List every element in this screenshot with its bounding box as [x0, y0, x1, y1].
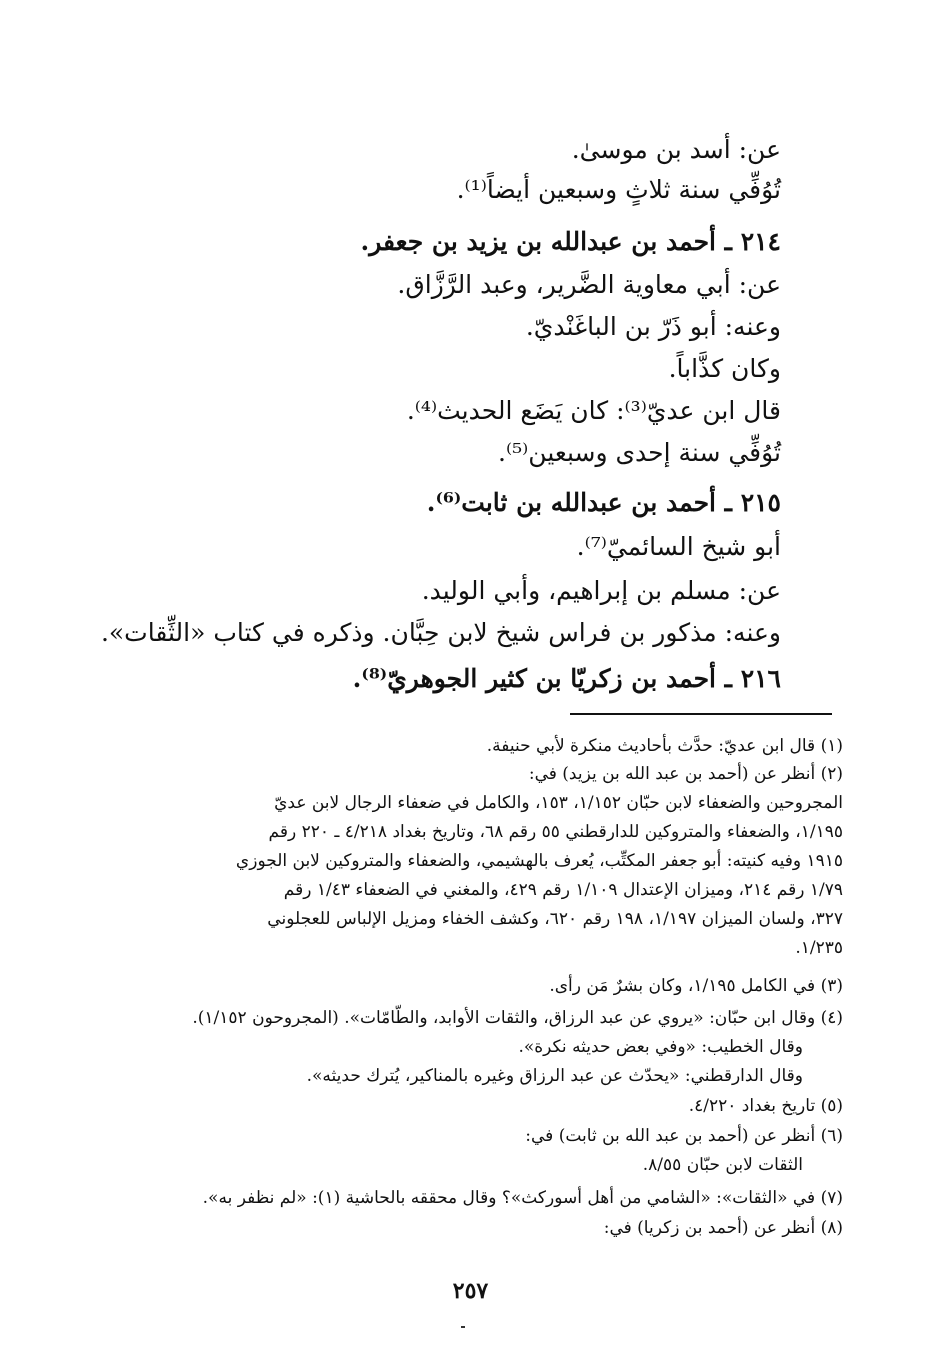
- main-line: أبو شيخ السائميّ⁽⁷⁾.: [576, 532, 781, 561]
- entry-heading: ٢١٦ ـ أحمد بن زكريّا بن كثير الجوهريّ⁽⁸⁾.: [352, 664, 781, 693]
- main-line: وعنه: أبو ذَرّ بن الباغَنْديّ.: [525, 312, 781, 341]
- main-line: قال ابن عديّ⁽³⁾: كان يَضَع الحديث⁽⁴⁾.: [406, 396, 781, 425]
- page-dot: [461, 1326, 465, 1328]
- footnote-line: (٨) أنظر عن (أحمد بن زكريا) في:: [603, 1218, 843, 1238]
- footnote-line: (١) قال ابن عديّ: حدَّث بأحاديث منكرة لأبي حنيفة.: [486, 736, 843, 756]
- footnote-line: (٣) في الكامل ١/١٩٥، وكان بشرٌ مَن رأى.: [549, 976, 843, 996]
- main-line: عن: أبي معاوية الضَّرير، وعبد الرَّزَّاق.: [397, 270, 781, 299]
- main-line: عن: مسلم بن إبراهيم، وأبي الوليد.: [421, 576, 781, 605]
- footnote-line: وقال الدارقطني: «يحدّث عن عبد الرزاق وغيره بالمناكير، يُترك حديثه».: [306, 1066, 803, 1086]
- main-line: عن: أسد بن موسىٰ.: [571, 135, 781, 164]
- entry-heading: ٢١٥ ـ أحمد بن عبدالله بن ثابت⁽⁶⁾.: [426, 488, 781, 517]
- footnote-line: ١/٢٣٥.: [795, 938, 843, 958]
- footnote-line: وقال الخطيب: «وفي بعض حديثه نكرة».: [518, 1037, 803, 1057]
- main-line: تُوُفِّي سنة إحدى وسبعين⁽⁵⁾.: [498, 438, 781, 467]
- footnote-line: الثقات لابن حبّان ٨/٥٥.: [642, 1155, 803, 1175]
- footnote-line: (٦) أنظر عن (أحمد بن عبد الله بن ثابت) في:: [525, 1126, 843, 1146]
- footnote-line: ١/٧٩ رقم ٢١٤، وميزان الإعتدال ١/١٠٩ رقم ٤٢٩، والمغني في الضعفاء ١/٤٣ رقم: [283, 880, 843, 900]
- entry-heading: ٢١٤ ـ أحمد بن عبدالله بن يزيد بن جعفر.: [360, 227, 781, 256]
- main-line: وكان كذَّاباً.: [668, 354, 781, 383]
- footnote-line: (٤) وقال ابن حبّان: «يروي عن عبد الرزاق، والثقات الأوابد، والطّامّات». (المجروحون ١/١٥٢).: [192, 1008, 843, 1028]
- footnote-line: (٥) تاريخ بغداد ٤/٢٢٠.: [688, 1096, 843, 1116]
- footnote-line: (٢) أنظر عن (أحمد بن عبد الله بن يزيد) في:: [528, 764, 843, 784]
- footnote-line: ١٩١٥ وفيه كنيته: أبو جعفر المكتِّب، يُعرف بالهشيمي، والضعفاء والمتروكين لابن الجوزي: [235, 851, 843, 871]
- page-number: ٢٥٧: [452, 1278, 489, 1304]
- main-line: تُوُفِّي سنة ثلاثٍ وسبعين أيضاً⁽¹⁾.: [456, 175, 781, 204]
- footnote-line: ١/١٩٥، والضعفاء والمتروكين للدارقطني ٥٥ رقم ٦٨، وتاريخ بغداد ٤/٢١٨ ـ ٢٢٠ رقم: [268, 822, 843, 842]
- footnote-line: ٣٢٧، ولسان الميزان ١/١٩٧، ١٩٨ رقم ٦٢٠، وكشف الخفاء ومزيل الإلباس للعجلوني: [267, 909, 843, 929]
- footnote-line: (٧) في «الثقات»: «الشامي من أهل أسوركث»؟ وقال محققه بالحاشية (١): «لم نظفر به».: [202, 1188, 843, 1208]
- footnote-divider: [570, 713, 832, 715]
- main-line: وعنه: مذكور بن فراس شيخ لابن حِبَّان. وذكره في كتاب «الثِّقات».: [100, 618, 781, 647]
- footnote-line: المجروحين والضعفاء لابن حبّان ١/١٥٢، ١٥٣، والكامل في ضعفاء الرجال لابن عديّ: [274, 793, 843, 813]
